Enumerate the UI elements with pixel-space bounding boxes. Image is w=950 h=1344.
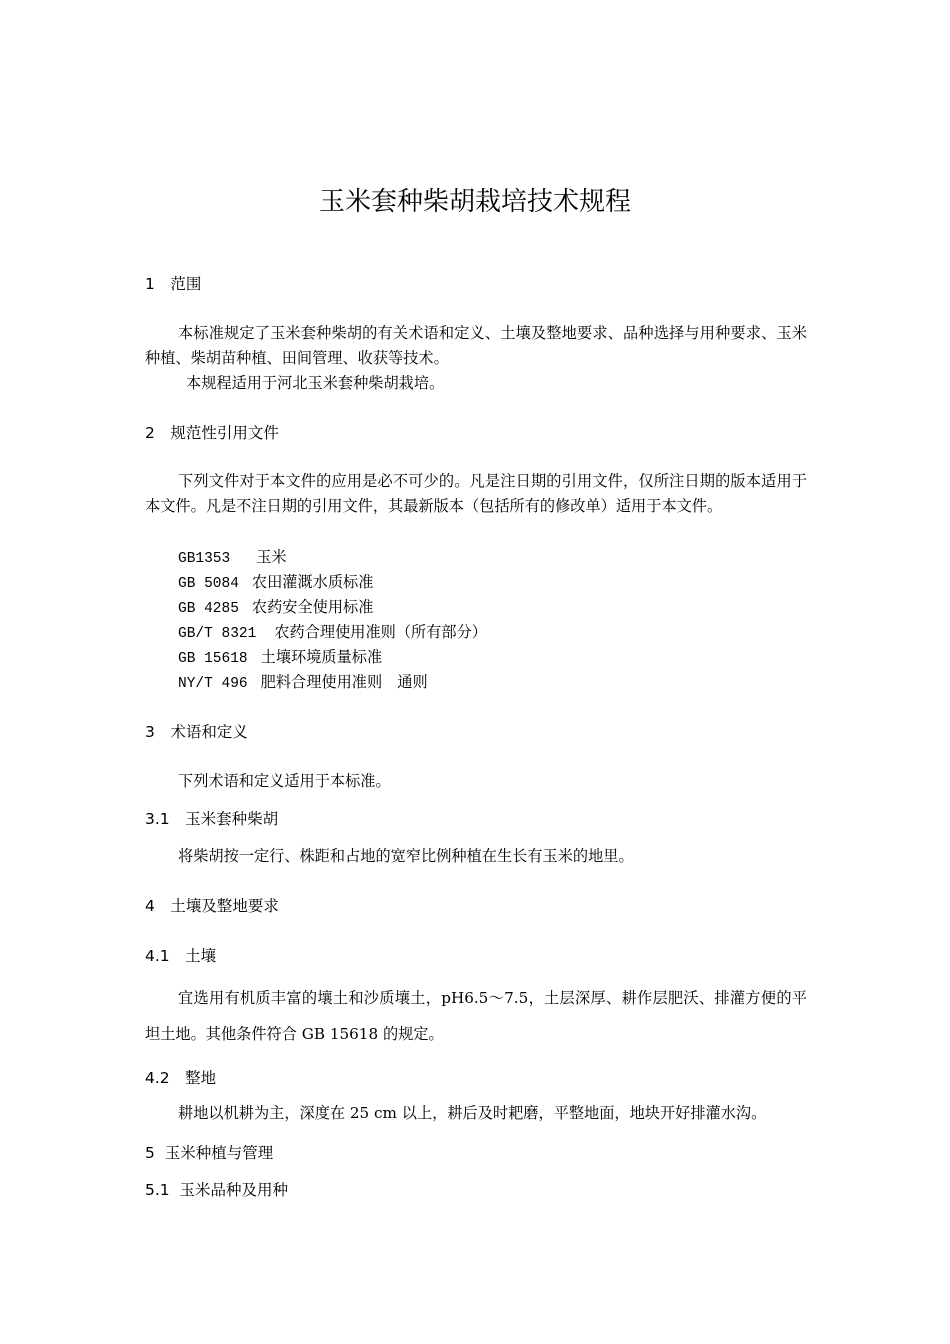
reference-item [178, 545, 287, 572]
reference-name: 肥料合理使用准则 通则 [260, 673, 428, 691]
section-1-heading: 1 范围 [145, 275, 202, 293]
reference-code: GB/T 8321 [178, 626, 257, 642]
section-4-1-heading: 4.1 土壤 [145, 947, 217, 965]
reference-name: 农药安全使用标准 [251, 598, 374, 616]
section-1-paragraph-2: 本规程适用于河北玉米套种柴胡栽培。 [186, 374, 445, 392]
reference-item [178, 595, 373, 622]
reference-code: GB1353 [178, 551, 231, 567]
section-2-paragraph-1: 下列文件对于本文件的应用是必不可少的。凡是注日期的引用文件，仅所注日期的版本适用于本文件。凡是不注日期的引用文件，其最新版本（包括所有的修改单）适用于本文件。 [145, 472, 807, 515]
reference-name: 玉米 [256, 548, 287, 566]
section-4-2-text: 耕地以机耕为主，深度在 25 cm 以上，耕后及时耙磨，平整地面，地块开好排灌水沟。 [178, 1104, 767, 1122]
reference-name: 农药合理使用准则（所有部分） [274, 623, 487, 641]
section-3-heading: 3 术语和定义 [145, 723, 248, 741]
section-3-1-text: 将柴胡按一定行、株距和占地的宽窄比例种植在生长有玉米的地里。 [178, 847, 634, 865]
reference-item [178, 645, 382, 672]
section-5-1-heading: 5.1 玉米品种及用种 [145, 1181, 289, 1199]
section-4-2-heading: 4.2 整地 [145, 1069, 217, 1087]
section-1-paragraph-1: 本标准规定了玉米套种柴胡的有关术语和定义、土壤及整地要求、品种选择与用种要求、玉米种植、柴胡苗种植、田间管理、收获等技术。 [145, 324, 807, 367]
document-title: 玉米套种柴胡栽培技术规程 [318, 187, 631, 217]
section-3-1-heading: 3.1 玉米套种柴胡 [145, 810, 279, 828]
reference-code: GB 4285 [178, 601, 239, 617]
section-4-1-text: 宜选用有机质丰富的壤土和沙质壤土，pH6.5～7.5，土层深厚、耕作层肥沃、排灌方便的平坦土地。其他条件符合 GB 15618 的规定。 [145, 989, 807, 1043]
reference-name: 土壤环境质量标准 [260, 648, 383, 666]
section-3-paragraph-1: 下列术语和定义适用于本标准。 [178, 772, 391, 790]
section-2-heading: 2 规范性引用文件 [145, 424, 279, 442]
reference-item [178, 670, 428, 697]
reference-item [178, 570, 373, 597]
section-5-heading: 5 玉米种植与管理 [145, 1144, 274, 1162]
reference-name: 农田灌溉水质标准 [251, 573, 374, 591]
reference-code: GB 15618 [178, 651, 248, 667]
reference-code: GB 5084 [178, 576, 239, 592]
section-4-heading: 4 土壤及整地要求 [145, 897, 279, 915]
reference-code: NY/T 496 [178, 676, 248, 692]
reference-item [178, 620, 487, 647]
